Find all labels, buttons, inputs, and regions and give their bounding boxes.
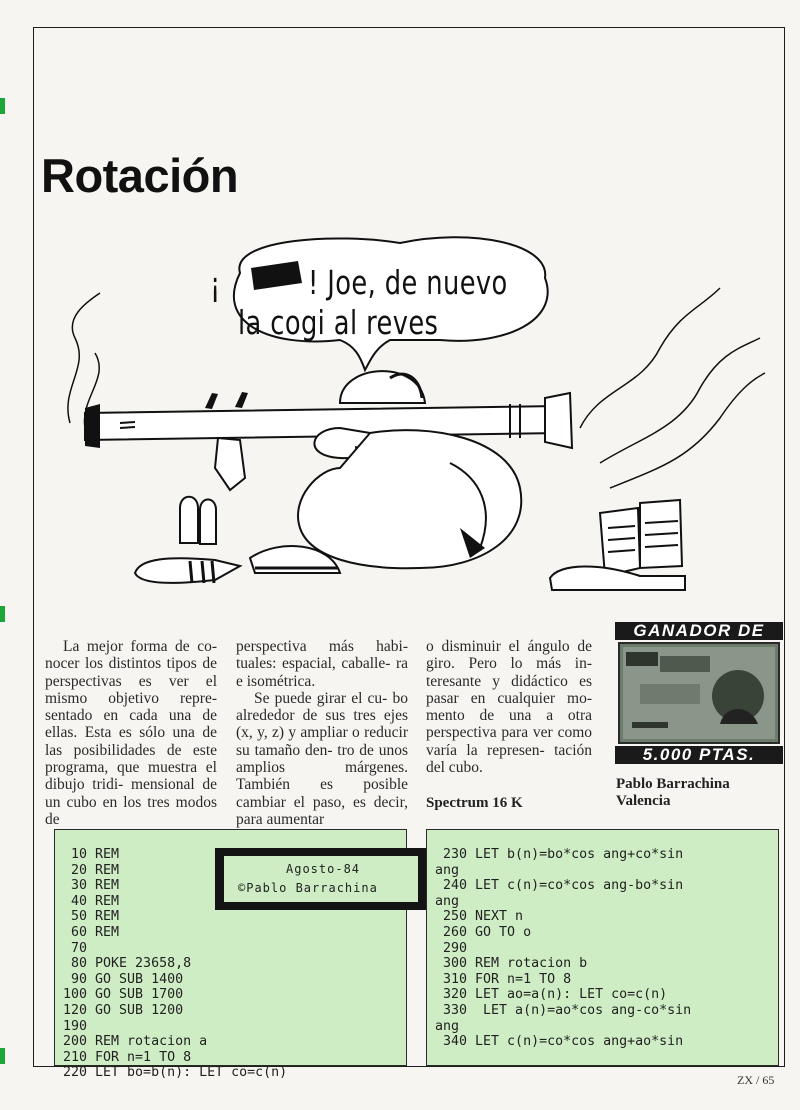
code-line: 320 LET ao=a(n): LET co=c(n) bbox=[427, 987, 668, 1003]
text-line: es decir, para aumentar bbox=[236, 793, 409, 828]
cartoon-illustration bbox=[40, 228, 770, 608]
text-line: nocer los distintos tipos bbox=[45, 655, 197, 673]
text-line: La mejor forma de co- bbox=[63, 638, 217, 655]
machine-label: Spectrum 16 K bbox=[426, 795, 523, 811]
code-line: 80 POKE 23658,8 bbox=[55, 956, 192, 972]
code-line: ang bbox=[427, 1018, 460, 1034]
code-line: 190 bbox=[55, 1018, 88, 1034]
text-line: o disminuir el ángulo bbox=[426, 638, 570, 655]
text-line: reducir su tamaño den- bbox=[236, 724, 408, 759]
code-line: 90 GO SUB 1400 bbox=[55, 971, 184, 987]
text-line: pasar en cualquier mo- bbox=[426, 689, 592, 707]
paragraph bbox=[45, 638, 217, 828]
code-line: 50 REM bbox=[55, 909, 120, 925]
text-line: Se puede girar el cu- bbox=[254, 689, 388, 707]
paragraph bbox=[236, 638, 408, 690]
author-credit bbox=[616, 776, 730, 810]
text-line: mento de una a otra bbox=[426, 707, 592, 725]
text-line: teresante y didáctico es bbox=[426, 672, 592, 690]
speech-line-1: ! Joe, de nuevo bbox=[308, 263, 508, 302]
registration-mark bbox=[0, 606, 5, 622]
text-line: mensional de un cubo bbox=[45, 776, 218, 811]
article-title: Rotación bbox=[41, 149, 239, 202]
text-line: márgenes. También es bbox=[236, 759, 408, 794]
code-line: 330 LET a(n)=ao*cos ang-co*sin bbox=[427, 1002, 692, 1018]
code-line: 220 LET bo=b(n): LET co=c(n) bbox=[55, 1065, 288, 1081]
code-line: ang bbox=[427, 893, 460, 909]
plate-date: Agosto-84 bbox=[286, 862, 361, 876]
code-line: 250 NEXT n bbox=[427, 909, 524, 925]
text-line: muestra el dibujo tridi- bbox=[45, 759, 217, 794]
code-line: 10 REM bbox=[55, 847, 120, 862]
speech-line-1-start: ¡ bbox=[210, 265, 221, 304]
text-line: ellas. Esta es sólo una bbox=[45, 724, 195, 742]
text-line: tación del cubo. bbox=[426, 741, 592, 777]
code-line: 20 REM bbox=[55, 862, 120, 878]
text-line: posible cambiar el paso, bbox=[236, 776, 409, 811]
text-line: ejes (x, y, z) y ampliar o bbox=[236, 707, 409, 742]
code-line: 230 LET b(n)=bo*cos ang+co*sin bbox=[427, 847, 684, 862]
speech-line-2: la cogi al reves bbox=[238, 303, 439, 342]
text-line: en los tres modos de bbox=[45, 793, 217, 828]
text-line: ra e isométrica. bbox=[236, 655, 409, 690]
code-line: 70 bbox=[55, 940, 88, 956]
text-line: mismo objetivo repre- bbox=[45, 689, 217, 707]
code-line: 40 REM bbox=[55, 893, 120, 909]
text-line: de giro. Pero lo más in- bbox=[426, 638, 592, 673]
program-listing-right bbox=[426, 829, 779, 1066]
paragraph bbox=[426, 638, 592, 776]
prize-band-top: GANADOR DE bbox=[615, 622, 783, 640]
code-line: 240 LET c(n)=co*cos ang-bo*sin bbox=[427, 878, 684, 894]
code-line: ang bbox=[427, 862, 460, 878]
copyright-plate-inner bbox=[224, 856, 418, 902]
article-column-1 bbox=[45, 638, 217, 828]
prize-badge bbox=[615, 622, 783, 764]
text-line: tro de unos amplios bbox=[236, 741, 408, 777]
text-line: de perspectivas es ver el bbox=[45, 655, 217, 690]
copyright-plate bbox=[215, 848, 427, 910]
article-column-3 bbox=[426, 638, 592, 776]
code-line: 310 FOR n=1 TO 8 bbox=[427, 971, 572, 987]
text-line: tuales: espacial, caballe- bbox=[236, 655, 391, 673]
plate-author: ©Pablo Barrachina bbox=[238, 881, 378, 895]
article-column-2 bbox=[236, 638, 408, 828]
text-line: sentado en cada una de bbox=[45, 707, 217, 725]
code-line: 340 LET c(n)=co*cos ang+ao*sin bbox=[427, 1034, 684, 1050]
paragraph bbox=[236, 690, 408, 828]
code-line: 290 bbox=[427, 940, 468, 956]
text-line: de las posibilidades de bbox=[45, 724, 217, 759]
program-listing-left bbox=[54, 829, 407, 1081]
text-line: perspectiva más habi- bbox=[236, 638, 408, 655]
code-line: 30 REM bbox=[55, 878, 120, 894]
code-line: 60 REM bbox=[55, 924, 120, 940]
text-line: perspectiva para ver bbox=[426, 724, 553, 742]
code-line: 100 GO SUB 1700 bbox=[55, 987, 184, 1003]
code-line: 200 REM rotacion a bbox=[55, 1034, 208, 1050]
author-city: Valencia bbox=[616, 793, 671, 809]
code-line: 300 REM rotacion b bbox=[427, 956, 588, 972]
registration-mark bbox=[0, 98, 5, 114]
text-line: este programa, que bbox=[45, 741, 218, 777]
banknote-image bbox=[618, 642, 780, 744]
prize-band-bottom: 5.000 PTAS. bbox=[615, 746, 783, 764]
code-line: 120 GO SUB 1200 bbox=[55, 1002, 184, 1018]
author-name: Pablo Barrachina bbox=[616, 776, 730, 792]
code-line: 210 FOR n=1 TO 8 bbox=[55, 1049, 192, 1065]
registration-mark bbox=[0, 1048, 5, 1064]
text-line: bo alrededor de sus tres bbox=[236, 689, 409, 725]
page-number: ZX / 65 bbox=[737, 1073, 775, 1087]
code-line: 260 GO TO o bbox=[427, 924, 532, 940]
text-line: como varía la represen- bbox=[426, 724, 592, 759]
